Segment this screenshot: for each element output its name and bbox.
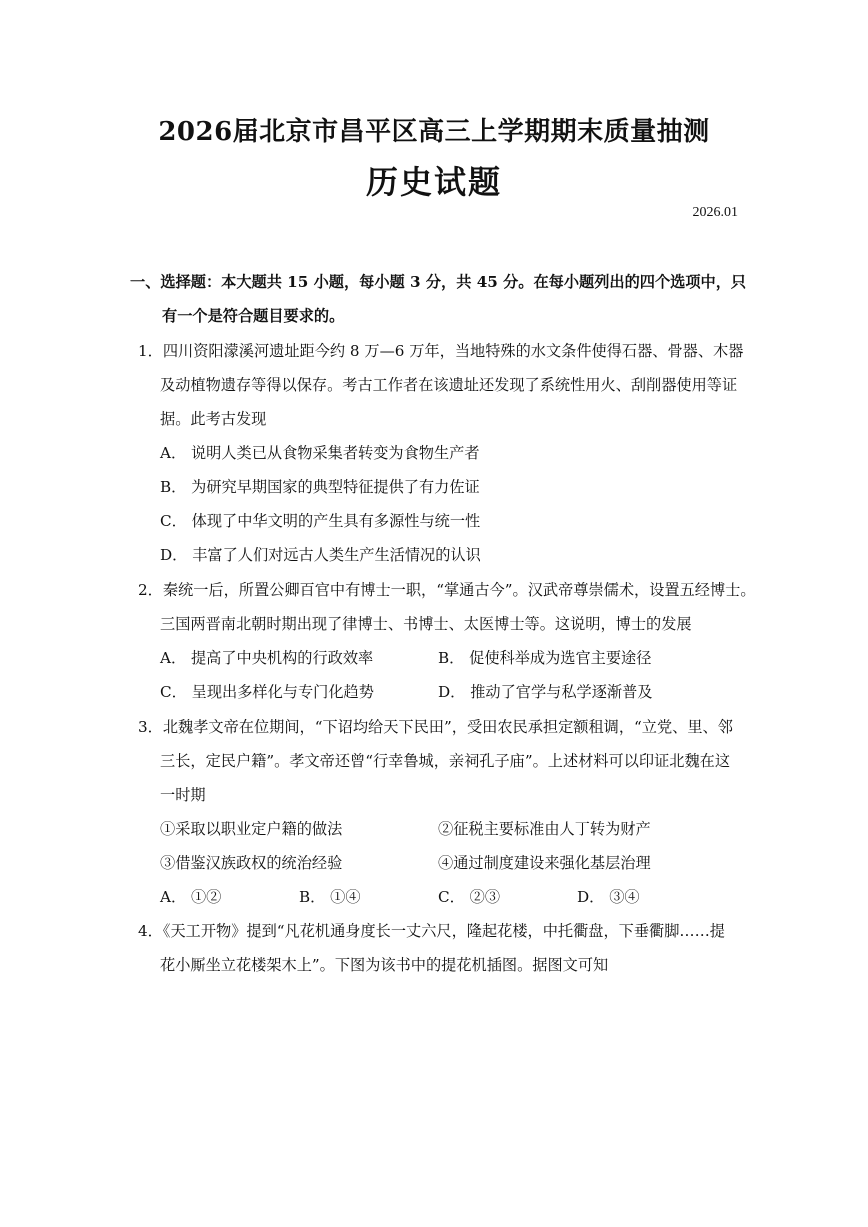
question-1-option-a: A． 说明人类已从食物采集者转变为食物生产者 xyxy=(160,444,480,462)
question-3-stem-line-2: 三长，定民户籍”。孝文帝还曾“行幸鲁城，亲祠孔子庙”。上述材料可以印证北魏在这 xyxy=(160,752,731,770)
question-3-item-4: ④通过制度建设来强化基层治理 xyxy=(438,854,651,872)
question-3-stem-line-1: 3．北魏孝文帝在位期间，“下诏均给天下民田”，受田农民承担定额租调，“立党、里、邻 xyxy=(138,718,733,736)
question-3-option-c: C． ②③ xyxy=(438,888,501,906)
question-1-option-d: D． 丰富了人们对远古人类生产生活情况的认识 xyxy=(160,546,481,564)
question-3-option-b: B． ①④ xyxy=(299,888,361,906)
question-1-option-c: C． 体现了中华文明的产生具有多源性与统一性 xyxy=(160,512,481,530)
question-3-item-2: ②征税主要标准由人丁转为财产 xyxy=(438,820,651,838)
question-2-option-d: D． 推动了官学与私学逐渐普及 xyxy=(438,683,653,701)
section-heading-line-1: 一、选择题：本大题共 15 小题，每小题 3 分，共 45 分。在每小题列出的四个选项中，只 xyxy=(130,273,747,291)
question-4-stem-line-2: 花小厮坐立花楼架木上”。下图为该书中的提花机插图。据图文可知 xyxy=(160,956,609,974)
question-4-stem-line-1: 4．《天工开物》提到“凡花机通身度长一丈六尺，隆起花楼，中托衢盘，下垂衢脚……提 xyxy=(138,922,725,940)
question-2-option-c: C． 呈现出多样化与专门化趋势 xyxy=(160,683,374,701)
exam-date: 2026.01 xyxy=(692,205,738,220)
question-1-stem-line-3: 据。此考古发现 xyxy=(160,410,267,428)
question-3-stem-line-3: 一时期 xyxy=(160,786,206,804)
question-3-option-d: D． ③④ xyxy=(577,888,640,906)
question-3-option-a: A． ①② xyxy=(160,888,222,906)
question-1-stem-line-1: 1．四川资阳濛溪河遗址距今约 8 万—6 万年，当地特殊的水文条件使得石器、骨器、木器 xyxy=(138,342,744,360)
question-2-option-b: B． 促使科举成为选官主要途径 xyxy=(438,649,652,667)
question-1-stem-line-2: 及动植物遗存等得以保存。考古工作者在该遗址还发现了系统性用火、刮削器使用等证 xyxy=(160,376,738,394)
exam-subtitle: 历史试题 xyxy=(365,163,502,201)
question-3-item-1: ①采取以职业定户籍的做法 xyxy=(160,820,343,838)
question-2-stem-line-1: 2．秦统一后，所置公卿百官中有博士一职，“掌通古今”。汉武帝尊崇儒术，设置五经博士。 xyxy=(138,581,756,599)
question-2-stem-line-2: 三国两晋南北朝时期出现了律博士、书博士、太医博士等。这说明，博士的发展 xyxy=(160,615,692,633)
question-1-option-b: B． 为研究早期国家的典型特征提供了有力佐证 xyxy=(160,478,480,496)
question-2-option-a: A． 提高了中央机构的行政效率 xyxy=(160,649,374,667)
section-heading-line-2: 有一个是符合题目要求的。 xyxy=(162,307,345,325)
question-3-item-3: ③借鉴汉族政权的统治经验 xyxy=(160,854,343,872)
exam-title: 2026届北京市昌平区高三上学期期末质量抽测 xyxy=(158,117,710,147)
